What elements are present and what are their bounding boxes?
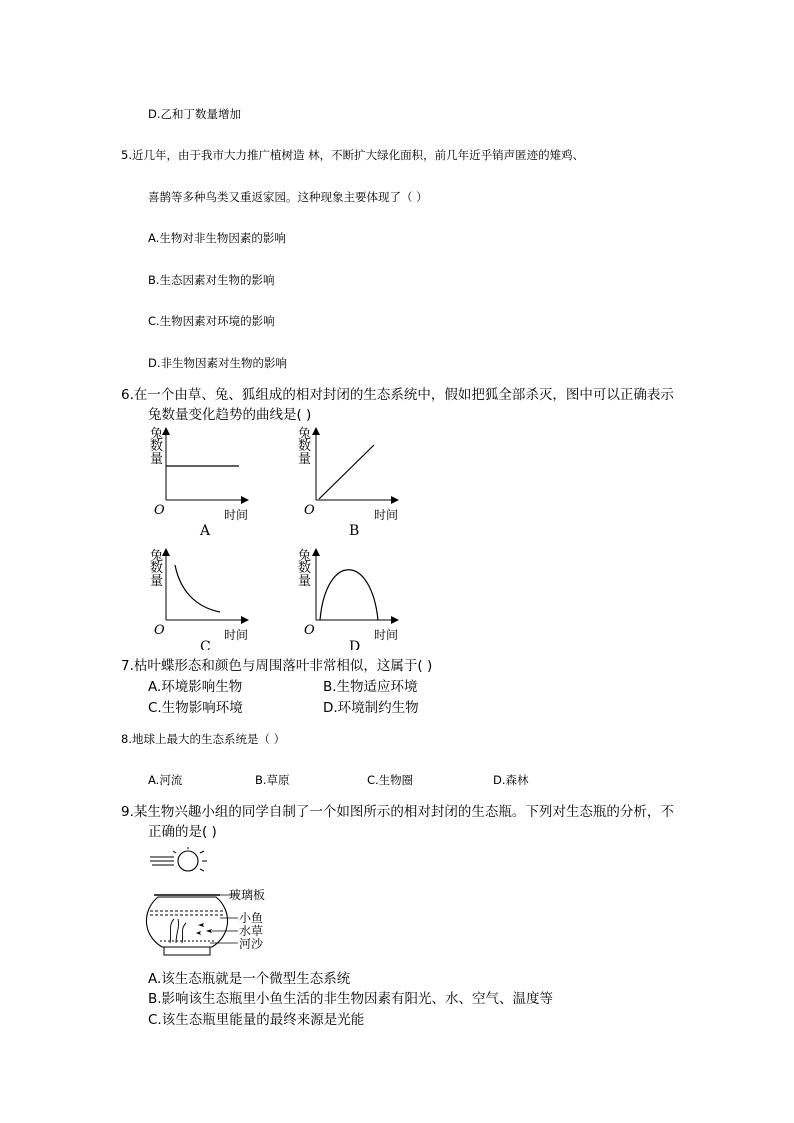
graph-b-origin: O [304, 503, 315, 518]
q6-stem-line1: 6.在一个由草、兔、狐组成的相对封闭的生态系统中，假如把狐全部杀灭，图中可以正确表示 [121, 387, 674, 403]
q7-stem: 7.枯叶蝶形态和颜色与周围落叶非常相似，这属于( ) [121, 658, 433, 674]
q9-stem-line2: 正确的是( ) [148, 824, 217, 840]
graph-a [150, 427, 248, 539]
q8-stem: 8.地球上最大的生态系统是（ ） [121, 732, 286, 746]
graph-a-xlabel: 时间 [224, 508, 249, 522]
q9-option-c: C.该生态瓶里能量的最终来源是光能 [148, 1012, 365, 1028]
q9-stem-line1: 9.某生物兴趣小组的同学自制了一个如图所示的相对封闭的生态瓶。下列对生态瓶的分析，不 [121, 804, 674, 820]
q8-option-b: B.草原 [255, 773, 290, 787]
q6-graphs-figure [140, 425, 410, 650]
q5-option-c: C.生物因素对环境的影响 [148, 314, 275, 328]
label-small-fish: 小鱼 [239, 911, 264, 925]
q5-option-b: B.生态因素对生物的影响 [148, 273, 275, 287]
graph-c-caption: C [200, 639, 211, 650]
graph-b-ylabel-2: 数 [298, 439, 312, 454]
graph-d-curve [320, 570, 378, 620]
ecobottle-figure [140, 845, 280, 960]
label-glass-plate: 玻璃板 [229, 888, 266, 902]
q9-option-a: A.该生态瓶就是一个微型生态系统 [148, 971, 351, 987]
q5-option-d: D.非生物因素对生物的影响 [148, 356, 288, 370]
q4-option-d: D.乙和丁数量增加 [148, 107, 242, 121]
graph-b-xlabel: 时间 [374, 508, 399, 522]
graph-c-curve [175, 565, 220, 612]
graph-d-ylabel-2: 数 [298, 561, 312, 576]
q5-stem-line2: 喜鹊等多种鸟类又重返家园。这种现象主要体现了（ ） [148, 190, 428, 204]
graph-d-origin: O [304, 623, 315, 638]
graph-a-origin: O [154, 503, 165, 518]
q7-option-c: C.生物影响环境 [148, 700, 243, 716]
graph-a-ylabel-1: 兔 [150, 427, 164, 442]
q5-option-a: A.生物对非生物因素的影响 [148, 231, 286, 245]
graph-c-ylabel-1: 兔 [150, 549, 164, 564]
label-river-sand: 河沙 [239, 937, 264, 951]
graph-c [150, 549, 248, 650]
q7-option-a: A.环境影响生物 [148, 679, 243, 695]
graph-a-ylabel-3: 量 [150, 452, 164, 467]
graph-c-origin: O [154, 623, 165, 638]
label-water-weed: 水草 [239, 924, 264, 938]
graph-d-ylabel-3: 量 [298, 574, 312, 589]
graph-d-ylabel-1: 兔 [298, 549, 312, 564]
q7-option-b: B.生物适应环境 [323, 679, 418, 695]
graph-b-ylabel-1: 兔 [298, 427, 312, 442]
graph-d-xlabel: 时间 [374, 628, 399, 642]
q7-option-d: D.环境制约生物 [323, 700, 419, 716]
graph-a-caption: A [200, 523, 211, 539]
graph-c-xlabel: 时间 [224, 628, 249, 642]
q8-option-c: C.生物圈 [367, 773, 414, 787]
graph-c-ylabel-3: 量 [150, 574, 164, 589]
graph-d [298, 549, 398, 650]
graph-a-ylabel-2: 数 [150, 439, 164, 454]
q9-option-b: B.影响该生态瓶里小鱼生活的非生物因素有阳光、水、空气、温度等 [148, 991, 554, 1007]
graph-b-ylabel-3: 量 [298, 452, 312, 467]
sun-icon [150, 847, 207, 871]
graph-d-caption: D [349, 639, 361, 650]
bottle-icon [146, 895, 238, 955]
q6-stem-line2: 兔数量变化趋势的曲线是( ) [148, 407, 312, 423]
q8-option-a: A.河流 [148, 773, 183, 787]
graph-b [298, 427, 398, 539]
graph-b-caption: B [349, 523, 360, 539]
graph-c-ylabel-2: 数 [150, 561, 164, 576]
q8-option-d: D.森林 [493, 773, 529, 787]
q5-stem-line1: 5.近几年，由于我市大力推广植树造 林，不断扩大绿化面积，前几年近乎销声匿迹的雉鸡、 [121, 148, 585, 162]
graph-b-curve [319, 445, 374, 499]
